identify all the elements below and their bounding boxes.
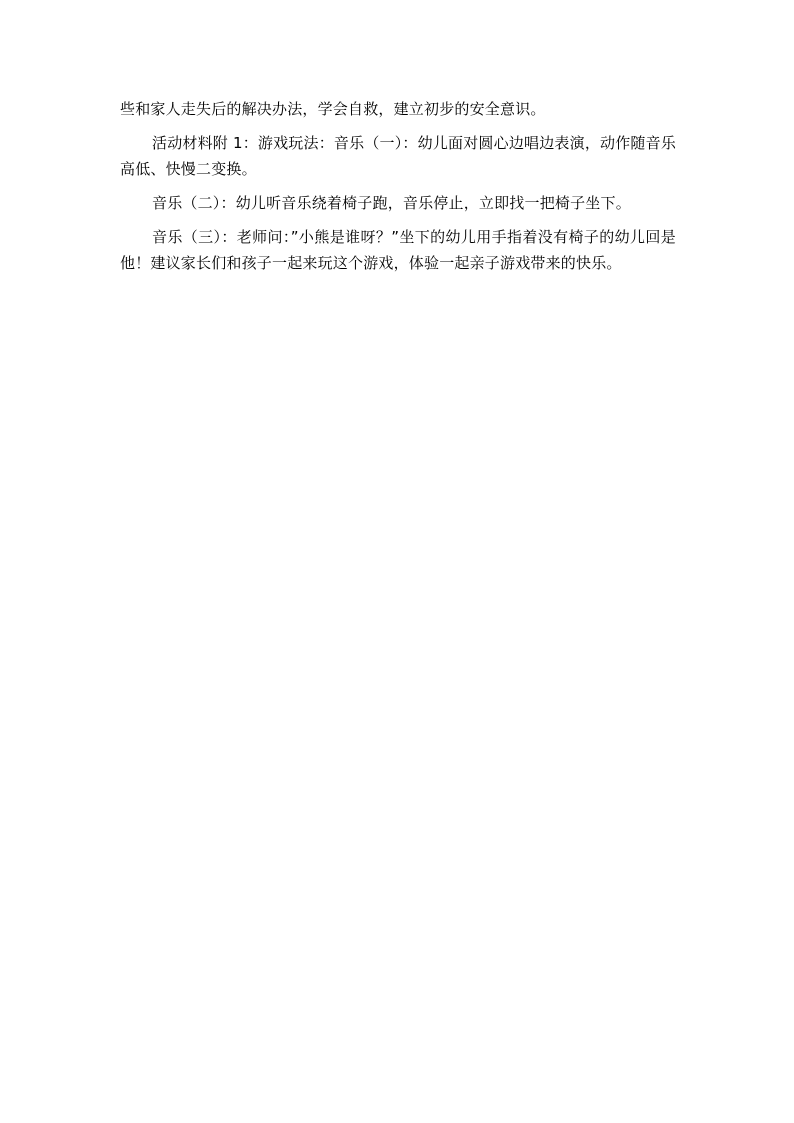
document-body: [120, 96, 676, 284]
paragraph-music-two: 音乐（二）：幼儿听音乐绕着椅子跑，音乐停止，立即找一把椅子坐下。: [152, 194, 631, 212]
paragraph-activity-materials: 活动材料附 1：游戏玩法：音乐（一）：幼儿面对圆心边唱边表演，动作随音乐高低、快慢二变换。: [120, 134, 677, 178]
paragraph-continuation: 些和家人走失后的解决办法，学会自救，建立初步的安全意识。: [120, 100, 546, 118]
paragraph-music-three: 音乐（三）：老师问：”小熊是谁呀？”坐下的幼儿用手指着没有椅子的幼儿回是他！建议家长们和孩子一起来玩这个游戏，体验一起亲子游戏带来的快乐。: [120, 228, 676, 272]
